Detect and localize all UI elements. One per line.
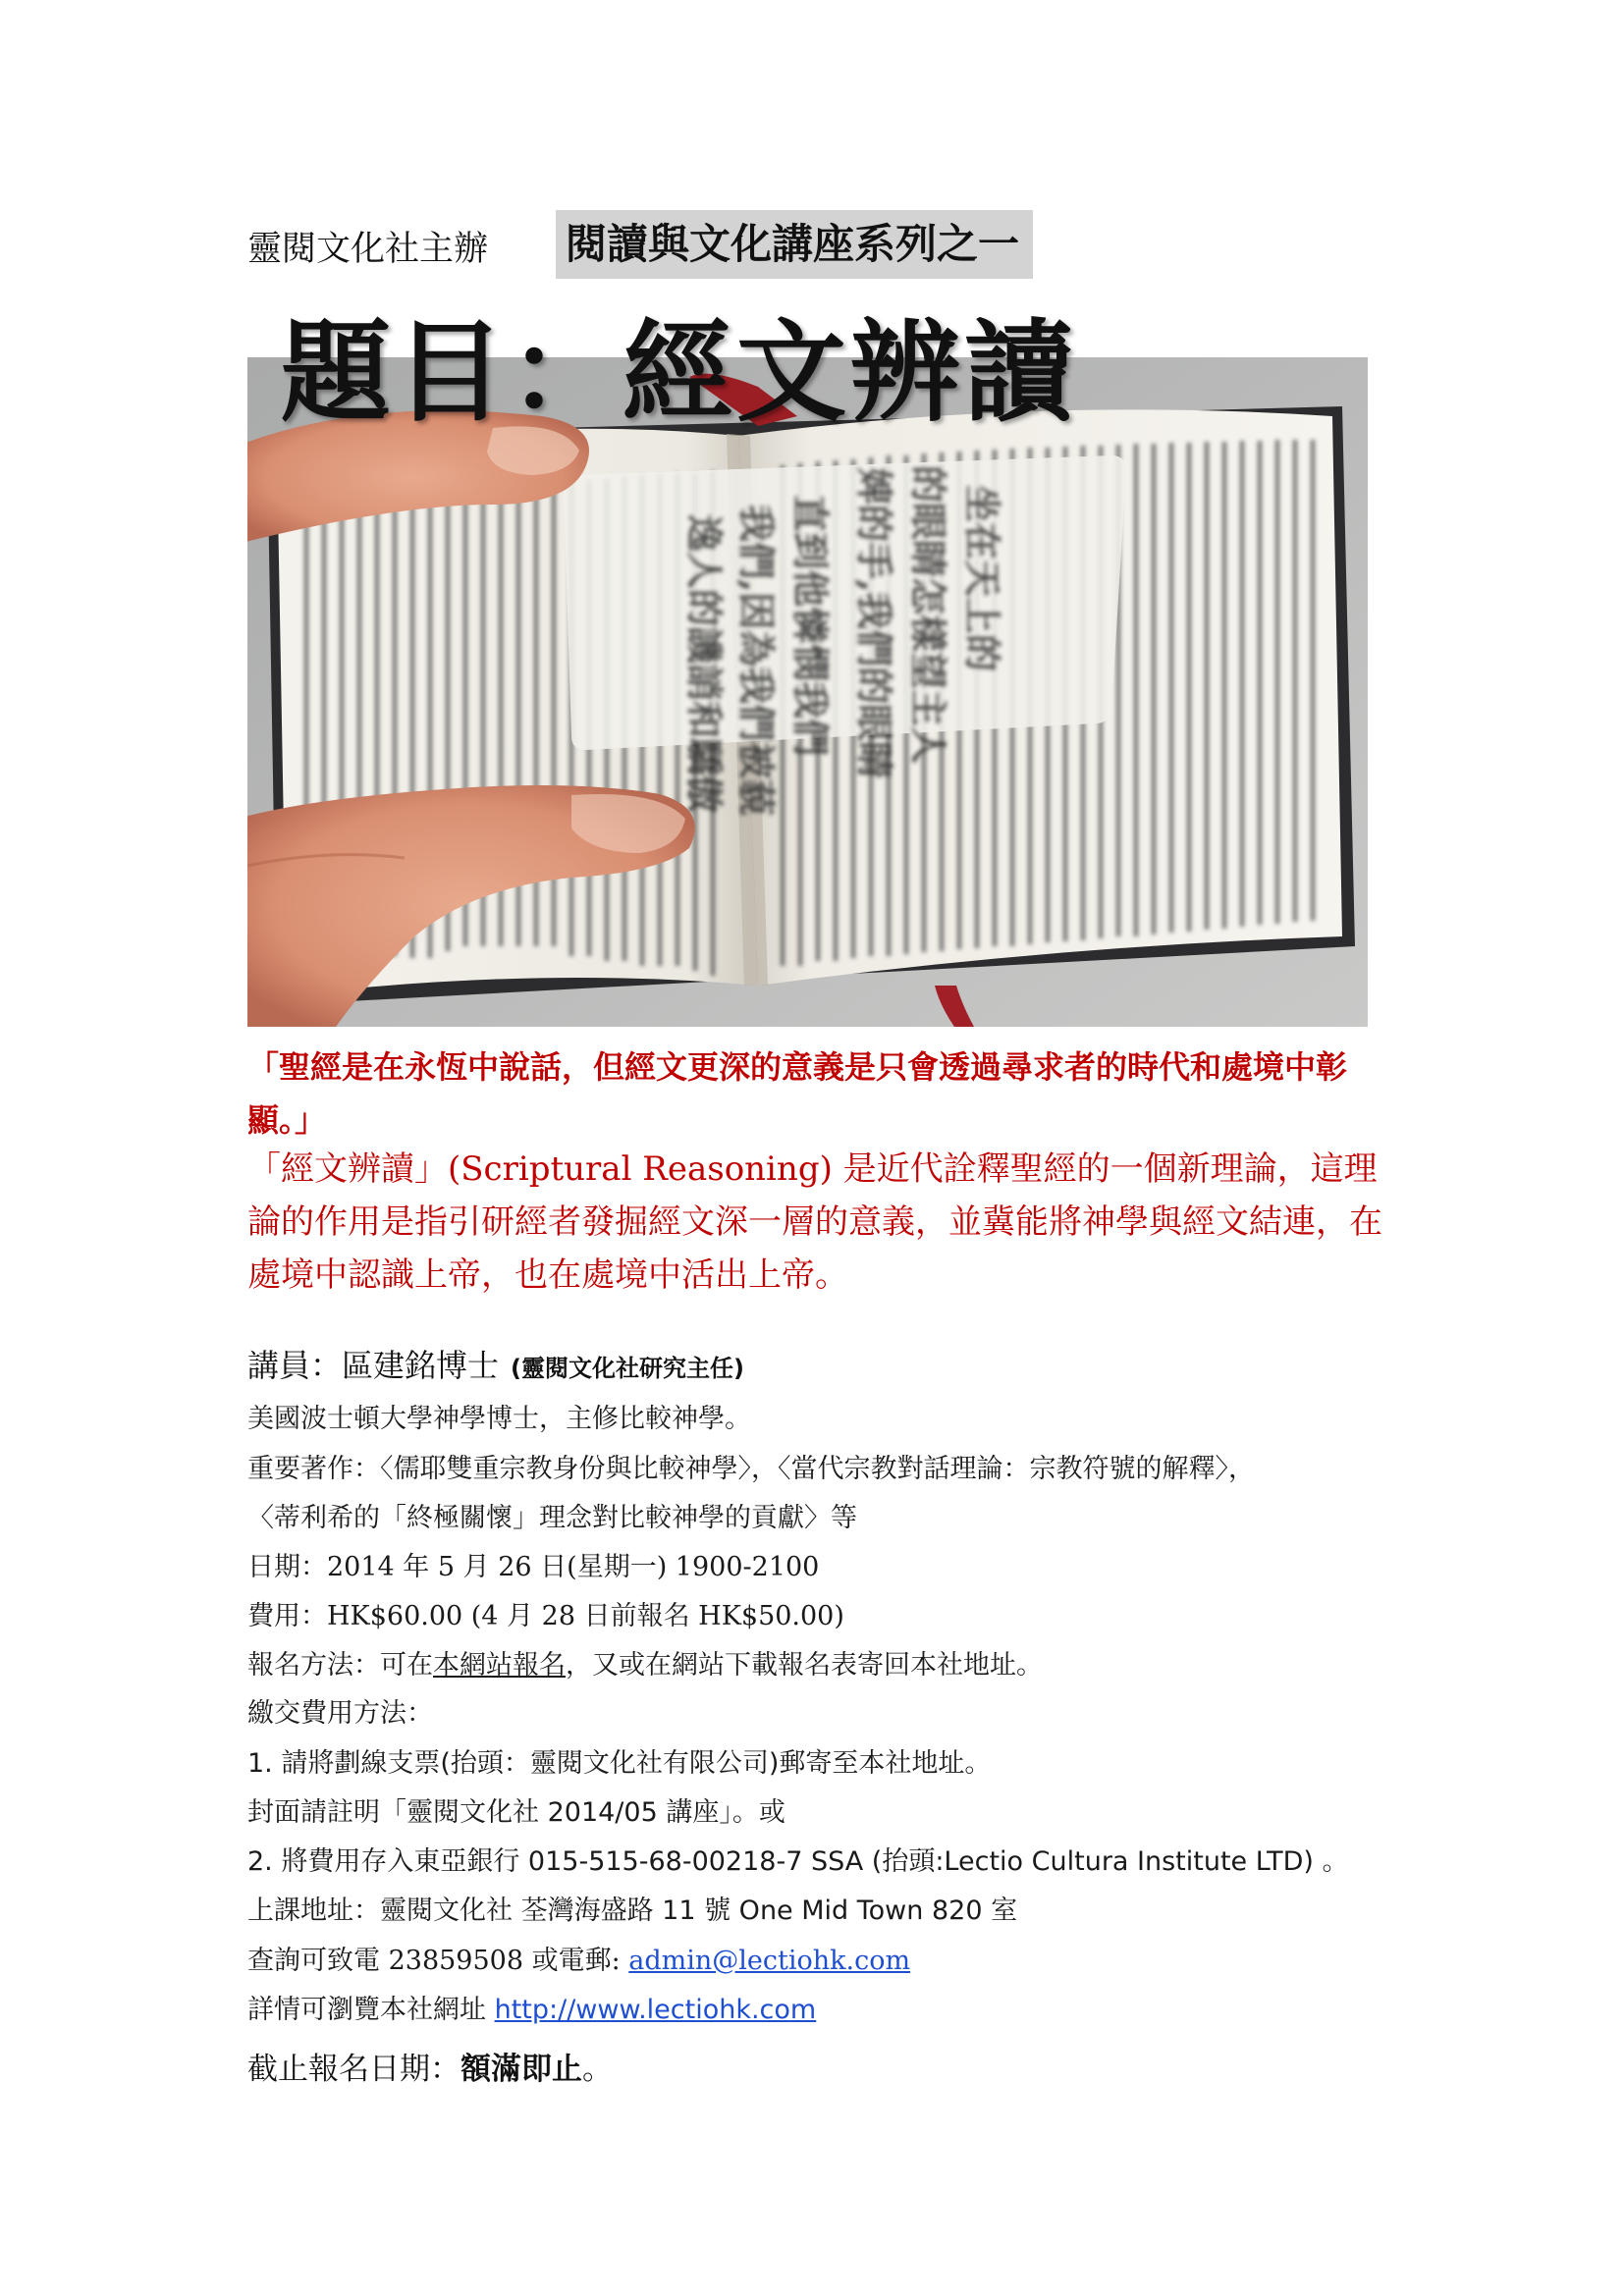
svg-text:坐在天上的: 坐在天上的 — [960, 485, 1004, 672]
speaker-line — [247, 1341, 744, 1386]
email-link[interactable]: admin@lectiohk.com — [628, 1946, 911, 1976]
svg-text:婢的手,我們的眼睛: 婢的手,我們的眼睛 — [852, 467, 896, 779]
enquiry-prefix: 查詢可致電 23859508 或電郵: — [247, 1946, 629, 1976]
intro-paragraph: 「經文辨讀」(Scriptural Reasoning) 是近代詮釋聖經的一個新理論，這理論的作用是指引研經者發掘經文深一層的意義，並冀能將神學與經文結連，在處境中認識上帝，也在處境中活出上帝。 — [247, 1149, 1382, 1295]
svg-text:逸人的譏誚和驕傲: 逸人的譏誚和驕傲 — [682, 514, 727, 814]
payment-option-1: 1. 請將劃線支票(抬頭：靈閱文化社有限公司)郵寄至本社地址。 — [247, 1748, 992, 1779]
bible-photo-illustration — [247, 357, 1368, 1027]
deadline-line — [247, 2044, 613, 2088]
registration-link[interactable]: 本網站報名 — [433, 1650, 566, 1681]
enquiry-line — [247, 1939, 910, 1977]
speaker-degree: 美國波士頓大學神學博士，主修比較神學。 — [247, 1404, 751, 1434]
bible-photo — [247, 357, 1368, 1027]
registration-method — [247, 1643, 1043, 1682]
payment-title: 繳交費用方法： — [247, 1698, 433, 1729]
speaker-role: (靈閱文化社研究主任) — [511, 1355, 744, 1382]
website-prefix: 詳情可瀏覽本社網址 — [247, 1995, 495, 2025]
payment-option-2: 2. 將費用存入東亞銀行 015-515-68-00218-7 SSA (抬頭:Lectio Cultura Institute LTD) 。 — [247, 1846, 1349, 1877]
speaker-works-line-1: 重要著作：〈儒耶雙重宗教身份與比較神學〉，〈當代宗教對話理論：宗教符號的解釋〉， — [247, 1454, 1255, 1484]
deadline-end: 。 — [582, 2052, 613, 2087]
svg-text:直到他憐憫我們: 直到他憐憫我們 — [788, 495, 833, 757]
svg-text:我們,因為我們被藐: 我們,因為我們被藐 — [734, 505, 779, 817]
organizer-label: 靈閱文化社主辦 — [247, 230, 489, 269]
lecture-title: 題目：經文辨讀 — [281, 308, 1078, 437]
website-link[interactable]: http://www.lectiohk.com — [494, 1995, 817, 2025]
event-fee: 費用：HK$60.00 (4 月 28 日前報名 HK$50.00) — [247, 1601, 844, 1631]
website-line — [247, 1988, 816, 2026]
series-banner: 閱讀與文化講座系列之一 — [556, 210, 1033, 279]
deadline-label: 截止報名日期： — [247, 2052, 460, 2087]
payment-option-1-note: 封面請註明「靈閱文化社 2014/05 講座」。或 — [247, 1797, 785, 1828]
quote-text: 「聖經是在永恆中說話，但經文更深的意義是只會透過尋求者的時代和處境中彰顯。」 — [247, 1048, 1348, 1139]
svg-text:的眼睛怎樣望主人: 的眼睛怎樣望主人 — [906, 465, 950, 765]
deadline-value: 額滿即止 — [460, 2052, 582, 2087]
speaker-works-line-2: 〈蒂利希的「終極關懷」理念對比較神學的貢獻〉等 — [247, 1503, 857, 1533]
registration-prefix: 報名方法：可在 — [247, 1650, 433, 1681]
venue-address: 上課地址：靈閱文化社 荃灣海盛路 11 號 One Mid Town 820 室 — [247, 1896, 1018, 1926]
speaker-name: 講員：區建銘博士 — [247, 1347, 500, 1384]
event-date: 日期：2014 年 5 月 26 日(星期一) 1900-2100 — [247, 1552, 820, 1582]
registration-suffix: ，又或在網站下載報名表寄回本社地址。 — [566, 1650, 1043, 1681]
